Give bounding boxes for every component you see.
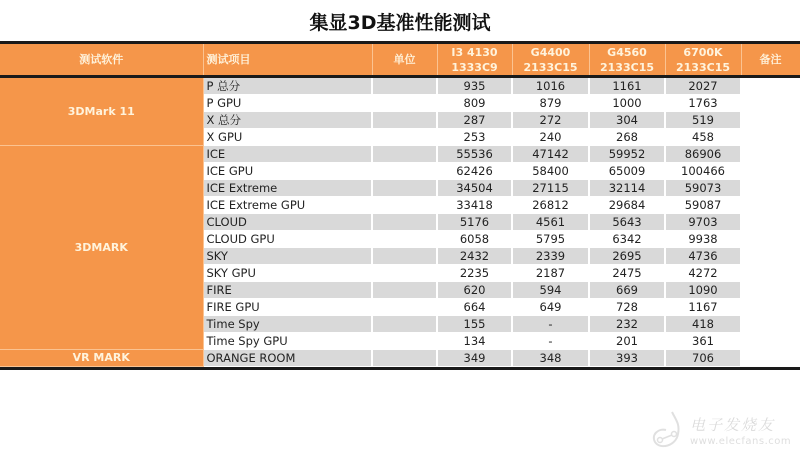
score-cell: 33418 [437,197,512,214]
unit-cell [372,180,437,197]
score-cell: 2187 [512,265,589,282]
score-cell: 201 [589,333,665,350]
test-item: Time Spy [203,316,372,333]
score-cell: - [512,316,589,333]
score-cell: 6058 [437,231,512,248]
test-item: ICE Extreme GPU [203,197,372,214]
cpu-name: G4560 [607,45,647,59]
watermark [650,408,790,456]
notes-cell [741,129,800,146]
score-cell: 706 [665,350,741,367]
notes-cell [741,350,800,367]
notes-cell [741,248,800,265]
header-cpu-i3-4130 [437,43,512,77]
header-cpu-g4560 [589,43,665,77]
score-cell: 5176 [437,214,512,231]
test-item: ICE GPU [203,163,372,180]
test-item: X 总分 [203,112,372,129]
score-cell: 9703 [665,214,741,231]
notes-cell [741,163,800,180]
unit-cell [372,129,437,146]
score-cell: 5643 [589,214,665,231]
score-cell: 134 [437,333,512,350]
benchmark-table [0,41,800,367]
unit-cell [372,146,437,163]
score-cell: 1167 [665,299,741,316]
score-cell: 458 [665,129,741,146]
test-item: CLOUD GPU [203,231,372,248]
score-cell: 664 [437,299,512,316]
unit-cell [372,77,437,95]
score-cell: 620 [437,282,512,299]
score-cell: 348 [512,350,589,367]
score-cell: 519 [665,112,741,129]
table-row [0,350,800,367]
test-item: ORANGE ROOM [203,350,372,367]
score-cell: 935 [437,77,512,95]
score-cell: 2339 [512,248,589,265]
score-cell: 59087 [665,197,741,214]
table-bottom-rule [0,367,800,370]
test-item: SKY [203,248,372,265]
unit-cell [372,95,437,112]
table-title: 集显3D基准性能测试 [309,12,491,34]
unit-cell [372,214,437,231]
test-item: CLOUD [203,214,372,231]
score-cell: 26812 [512,197,589,214]
score-cell: 59952 [589,146,665,163]
score-cell: 253 [437,129,512,146]
score-cell: 2235 [437,265,512,282]
unit-cell [372,112,437,129]
score-cell: 361 [665,333,741,350]
score-cell: 29684 [589,197,665,214]
group-label: 3DMark 11 [0,77,203,146]
score-cell: 304 [589,112,665,129]
score-cell: 232 [589,316,665,333]
score-cell: 4272 [665,265,741,282]
score-cell: 393 [589,350,665,367]
test-item: Time Spy GPU [203,333,372,350]
test-item: X GPU [203,129,372,146]
benchmark-table-container [0,41,800,367]
score-cell: 155 [437,316,512,333]
score-cell: 2432 [437,248,512,265]
header-software: 测试软件 [0,43,203,77]
score-cell: 268 [589,129,665,146]
unit-cell [372,282,437,299]
unit-cell [372,333,437,350]
score-cell: 1161 [589,77,665,95]
score-cell: 594 [512,282,589,299]
test-item: FIRE GPU [203,299,372,316]
score-cell: 879 [512,95,589,112]
notes-cell [741,112,800,129]
score-cell: 86906 [665,146,741,163]
elecfans-logo-icon [650,410,688,454]
notes-cell [741,316,800,333]
watermark-brand: 电子发烧友 [690,416,776,434]
score-cell: 9938 [665,231,741,248]
notes-cell [741,299,800,316]
notes-cell [741,197,800,214]
unit-cell [372,197,437,214]
score-cell: 6342 [589,231,665,248]
header-unit: 单位 [372,43,437,77]
score-cell: 728 [589,299,665,316]
table-header [0,43,800,77]
cpu-name: I3 4130 [451,45,498,59]
header-notes: 备注 [741,43,800,77]
table-row [0,77,800,95]
unit-cell [372,265,437,282]
unit-cell [372,248,437,265]
score-cell: 100466 [665,163,741,180]
score-cell: 55536 [437,146,512,163]
unit-cell [372,163,437,180]
test-item: ICE [203,146,372,163]
score-cell: 34504 [437,180,512,197]
score-cell: 240 [512,129,589,146]
score-cell: 418 [665,316,741,333]
unit-cell [372,299,437,316]
score-cell: 32114 [589,180,665,197]
score-cell: 27115 [512,180,589,197]
score-cell: 4561 [512,214,589,231]
cpu-name: 6700K [683,45,723,59]
notes-cell [741,77,800,95]
score-cell: 65009 [589,163,665,180]
test-item: SKY GPU [203,265,372,282]
score-cell: 1000 [589,95,665,112]
notes-cell [741,95,800,112]
header-item: 测试项目 [203,43,372,77]
unit-cell [372,231,437,248]
unit-cell [372,316,437,333]
watermark-url: www.elecfans.com [690,436,792,447]
test-item: FIRE [203,282,372,299]
notes-cell [741,282,800,299]
score-cell: 272 [512,112,589,129]
score-cell: 669 [589,282,665,299]
cpu-name: G4400 [530,45,571,59]
group-label: 3DMARK [0,146,203,350]
header-cpu-g4400 [512,43,589,77]
score-cell: 5795 [512,231,589,248]
test-item: P GPU [203,95,372,112]
notes-cell [741,333,800,350]
group-label: VR MARK [0,350,203,367]
table-body [0,77,800,367]
score-cell: 2027 [665,77,741,95]
score-cell: 287 [437,112,512,129]
test-item: ICE Extreme [203,180,372,197]
score-cell: 2475 [589,265,665,282]
score-cell: 649 [512,299,589,316]
score-cell: 1090 [665,282,741,299]
score-cell: 2695 [589,248,665,265]
score-cell: 1016 [512,77,589,95]
header-cpu-6700k [665,43,741,77]
unit-cell [372,350,437,367]
table-row [0,146,800,163]
score-cell: 809 [437,95,512,112]
score-cell: 62426 [437,163,512,180]
memory-spec: 2133C15 [676,60,730,74]
score-cell: 58400 [512,163,589,180]
notes-cell [741,214,800,231]
memory-spec: 2133C15 [600,60,654,74]
score-cell: 59073 [665,180,741,197]
memory-spec: 1333C9 [451,60,498,74]
score-cell: 1763 [665,95,741,112]
score-cell: 4736 [665,248,741,265]
score-cell: 349 [437,350,512,367]
test-item: P 总分 [203,77,372,95]
notes-cell [741,231,800,248]
memory-spec: 2133C15 [523,60,578,74]
notes-cell [741,265,800,282]
notes-cell [741,146,800,163]
score-cell: 47142 [512,146,589,163]
notes-cell [741,180,800,197]
score-cell: - [512,333,589,350]
